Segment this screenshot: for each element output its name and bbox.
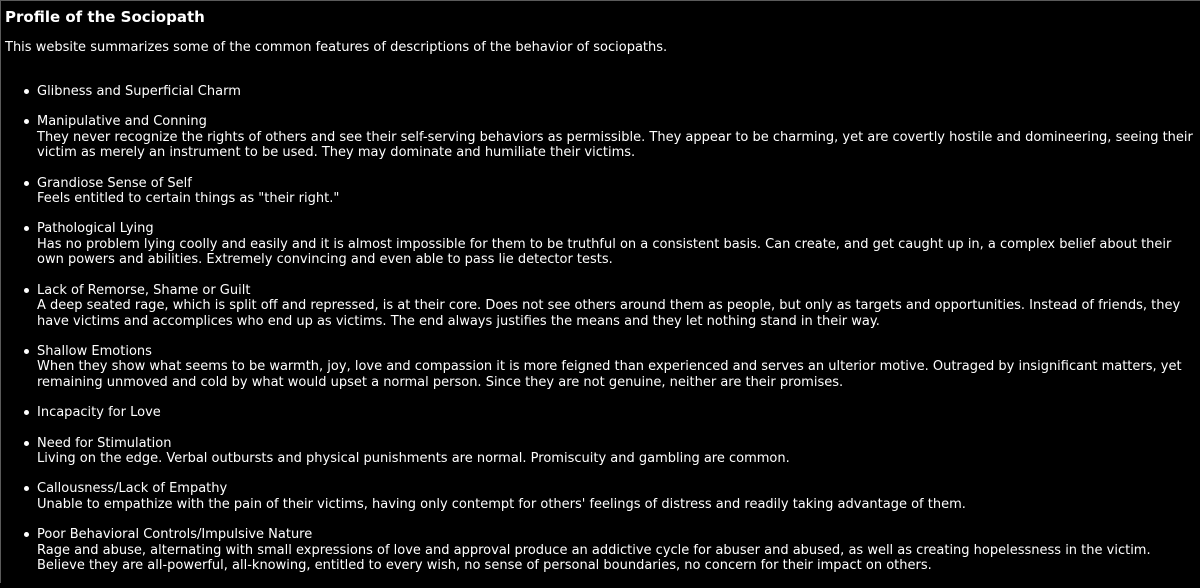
list-item bbox=[37, 221, 1195, 268]
trait-description: They never recognize the rights of others and see their self-serving behaviors as permissible. They appear to be charming, yet are covertly hostile and domineering, seeing their victim as merely an instrument to be used. They may dominate and humiliate their victims. bbox=[37, 129, 1193, 161]
list-item bbox=[37, 344, 1195, 391]
trait-list bbox=[0, 84, 1195, 588]
trait-description: A deep seated rage, which is split off and repressed, is at their core. Does not see others around them as people, but only as targets and opportunities. Instead of friends, they have victims and accomplices who end up as victims. The end always justifies the means and they let nothing stand in their way. bbox=[37, 298, 1181, 329]
trait-description: Living on the edge. Verbal outbursts and physical punishments are normal. Promiscuity and gambling are common. bbox=[37, 451, 790, 467]
trait-description: When they show what seems to be warmth, joy, love and compassion it is more feigned than experienced and serves an ulterior motive. Outraged by insignificant matters, yet remaining unmoved and cold by what would upset a normal person. Since they are not genuine, neither are their promises. bbox=[37, 359, 1182, 390]
trait-title: Grandiose Sense of Self bbox=[37, 175, 192, 191]
trait-title: Pathological Lying bbox=[37, 221, 154, 237]
list-item bbox=[37, 481, 1195, 512]
trait-title: Glibness and Superficial Charm bbox=[37, 84, 241, 99]
trait-title: Callousness/Lack of Empathy bbox=[37, 481, 228, 497]
list-item bbox=[37, 527, 1195, 574]
trait-title: Shallow Emotions bbox=[37, 343, 152, 359]
trait-description: Unable to empathize with the pain of their victims, having only contempt for others' feelings of distress and readily taking advantage of them. bbox=[37, 496, 966, 512]
list-item bbox=[37, 176, 1195, 207]
list-item bbox=[37, 114, 1195, 161]
intro-text: This website summarizes some of the common features of descriptions of the behavior of sociopaths. bbox=[5, 40, 668, 55]
trait-title: Incapacity for Love bbox=[37, 405, 161, 421]
trait-description: Feels entitled to certain things as "their right." bbox=[37, 191, 340, 207]
page-title: Profile of the Sociopath bbox=[5, 8, 205, 26]
trait-description: Rage and abuse, alternating with small expressions of love and approval produce an addictive cycle for abuser and abused, as well as creating hopelessness in the victim. Believe they are all-powerful, all-knowing, entitled to every wish, no sense of personal boundaries, no concern for their impact on others. bbox=[37, 542, 1151, 574]
list-item bbox=[37, 84, 1195, 100]
trait-description: Has no problem lying coolly and easily and it is almost impossible for them to be truthful on a consistent basis. Can create, and get caught up in, a complex belief about their own powers and abilities. Extremely convincing and even able to pass lie detector tests. bbox=[37, 236, 1172, 268]
list-item bbox=[37, 283, 1195, 330]
trait-title: Poor Behavioral Controls/Impulsive Nature bbox=[37, 527, 313, 543]
trait-title: Manipulative and Conning bbox=[37, 114, 207, 130]
trait-title: Lack of Remorse, Shame or Guilt bbox=[37, 282, 251, 298]
trait-title: Need for Stimulation bbox=[37, 435, 172, 451]
list-item bbox=[37, 405, 1195, 421]
list-item bbox=[37, 436, 1195, 467]
